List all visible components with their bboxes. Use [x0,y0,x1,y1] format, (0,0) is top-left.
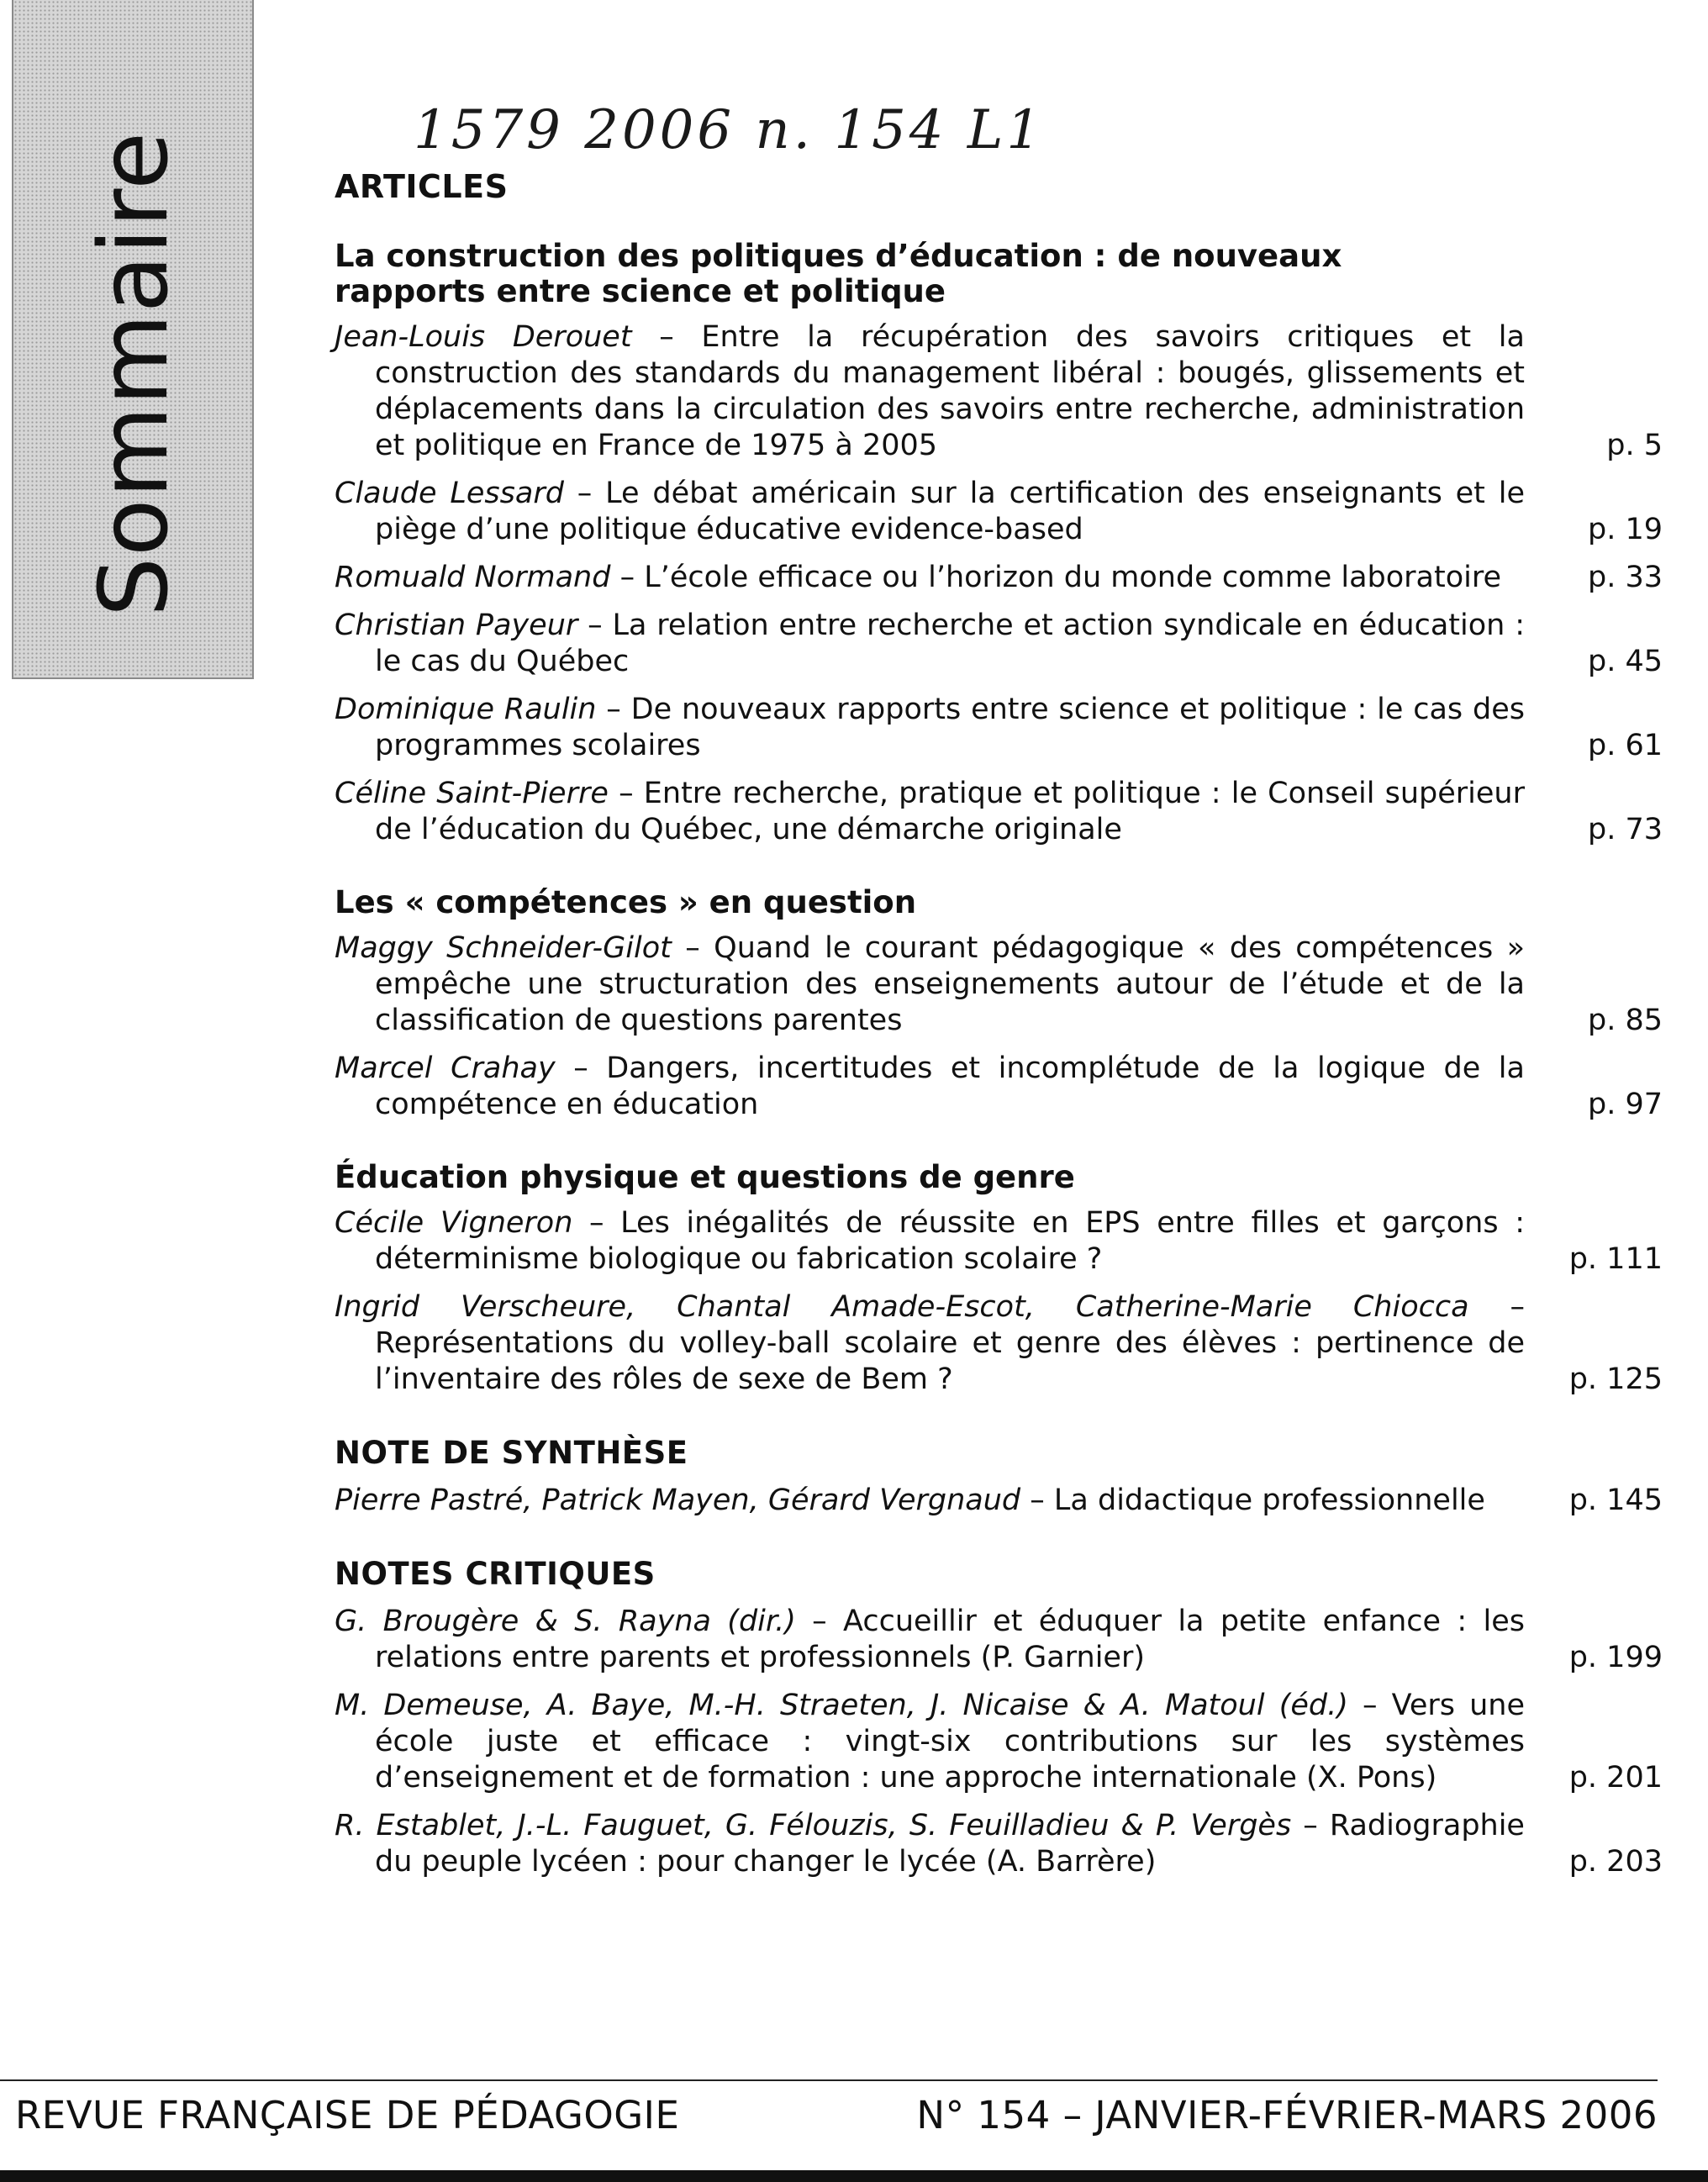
toc-entry-text [335,930,1525,1039]
toc-entry [335,560,1663,596]
toc-entry-page: p. 19 [1587,513,1663,546]
toc-entry-title: De nouveaux rapports entre science et politique : le cas des programmes scolaires [375,693,1525,762]
toc-entry-authors: Christian Payeur [335,609,578,642]
toc-entry-page: p. 73 [1587,813,1663,846]
toc-entry-authors: R. Establet, J.-L. Fauguet, G. Félouzis, S. Feuilladieu & P. Vergès [335,1809,1292,1842]
toc-entry-authors: Maggy Schneider-Gilot [335,931,672,965]
toc-entry-authors: Céline Saint-Pierre [335,777,609,810]
toc-entry-separator: – [555,1051,607,1085]
toc-entry [335,1205,1663,1278]
footer-issue: N° 154 – JANVIER-FÉVRIER-MARS 2006 [916,2093,1658,2137]
toc-entry-page: p. 5 [1606,429,1663,462]
table-of-contents [335,168,1663,1917]
toc-entry-separator: – [610,561,645,594]
toc-entry [335,319,1663,464]
toc-entry-separator: – [563,477,606,510]
toc-entry-text [335,608,1525,680]
toc-entry [335,1688,1663,1796]
toc-entry-title: Entre recherche, pratique et politique : le Conseil supérieur de l’éducation du Québec, une démarche originale [375,777,1525,846]
toc-entry-separator: – [631,320,702,354]
toc-entry-separator: – [1291,1809,1330,1842]
toc-entry-title: Les inégalités de réussite en EPS entre filles et garçons : déterminisme biologique ou fabrication scolaire ? [375,1206,1525,1276]
toc-entry-authors: M. Demeuse, A. Baye, M.-H. Straeten, J. Nicaise & A. Matoul (éd.) [335,1689,1348,1722]
toc-entry [335,930,1663,1039]
toc-entry-text [335,1808,1525,1880]
toc-entry-page: p. 45 [1587,645,1663,678]
toc-entry-authors: Jean-Louis Derouet [335,320,632,354]
footer-journal-name: REVUE FRANÇAISE DE PÉDAGOGIE [15,2093,680,2137]
toc-entry-text [335,1688,1525,1796]
toc-entry [335,608,1663,680]
toc-entry-title: La didactique professionnelle [1053,1484,1485,1517]
toc-entry [335,476,1663,548]
toc-entry-page: p. 203 [1568,1845,1663,1879]
article-section [335,885,1663,1123]
articles-sections [335,239,1663,1398]
article-section [335,239,1663,848]
toc-entry [335,1483,1663,1519]
notes-critiques-entries [335,1604,1663,1880]
toc-entry-title: La relation entre recherche et action syndicale en éducation : le cas du Québec [375,609,1525,678]
note-synthese-heading: NOTE DE SYNTHÈSE [335,1435,688,1471]
toc-entry-page: p. 85 [1587,1004,1663,1037]
toc-entry-text [335,692,1525,764]
footer-divider [0,2079,1658,2081]
toc-entry-page: p. 111 [1568,1242,1663,1276]
toc-entry [335,1289,1663,1398]
toc-entry-text [335,1604,1525,1676]
toc-entry-separator: – [671,931,714,965]
toc-entry-title: Vers une école juste et efficace : vingt-six contributions sur les systèmes d’enseignement et de formation : une approche internationale (X. Pons) [375,1689,1525,1795]
toc-entry-separator: – [1347,1689,1392,1722]
toc-entry [335,692,1663,764]
article-section [335,1160,1663,1398]
toc-entry [335,1051,1663,1123]
toc-entry-separator: – [577,609,613,642]
toc-entry-title: Dangers, incertitudes et incomplétude de la logique de la compétence en éducation [375,1051,1525,1121]
toc-entry-authors: Claude Lessard [335,477,564,510]
toc-entry-title: Représentations du volley-ball scolaire et genre des élèves : pertinence de l’inventaire des rôles de sexe de Bem ? [375,1326,1525,1396]
toc-entry-authors: Pierre Pastré, Patrick Mayen, Gérard Vergnaud [335,1484,1021,1517]
notes-critiques-block [335,1556,1663,1880]
toc-entry-page: p. 61 [1587,729,1663,762]
toc-entry-text [335,319,1525,464]
toc-entry-separator: – [572,1206,621,1240]
toc-entry-separator: – [1468,1290,1525,1324]
toc-entry-authors: Romuald Normand [335,561,611,594]
toc-entry-authors: Dominique Raulin [335,693,597,726]
toc-entry-title: Radiographie du peuple lycéen : pour changer le lycée (A. Barrère) [375,1809,1525,1879]
toc-entry-page: p. 201 [1568,1761,1663,1795]
toc-entry-text [335,1289,1525,1398]
note-synthese-entries [335,1483,1663,1519]
section-title: Éducation physique et questions de genre [335,1159,1075,1195]
toc-entry-authors: Cécile Vigneron [335,1206,573,1240]
toc-entry [335,1808,1663,1880]
toc-entry-separator: – [608,777,644,810]
toc-entry-title: Entre la récupération des savoirs critiques et la construction des standards du management libéral : bougés, glissements et déplacements dans la circulation des savoirs entre recherche, administration et politique en France de 1975 à 2005 [375,320,1525,462]
section-title: La construction des politiques d’éducation : de nouveaux rapports entre science et politique [335,238,1342,309]
toc-entry-title: L’école efficace ou l’horizon du monde comme laboratoire [644,561,1502,594]
notes-critiques-heading: NOTES CRITIQUES [335,1556,656,1592]
toc-entry [335,1604,1663,1676]
bottom-bar [0,2170,1708,2182]
toc-entry-separator: – [596,693,631,726]
toc-entry-text [335,1051,1525,1123]
sidebar-panel [12,0,254,679]
toc-entry-title: Le débat américain sur la certification des enseignants et le piège d’une politique éducative evidence-based [375,477,1525,546]
toc-entry-page: p. 125 [1568,1362,1663,1396]
toc-entry-page: p. 97 [1587,1088,1663,1121]
toc-entry-page: p. 145 [1568,1484,1663,1517]
note-synthese-block [335,1435,1663,1519]
toc-entry-title: Quand le courant pédagogique « des compétences » empêche une structuration des enseignements autour de l’étude et de la classification de questions parentes [375,931,1526,1037]
toc-entry-text [335,776,1525,848]
toc-entry-text [335,560,1525,596]
toc-entry-title: Accueillir et éduquer la petite enfance : les relations entre parents et professionnels (P. Garnier) [375,1605,1525,1674]
toc-entry-page: p. 199 [1568,1641,1663,1674]
toc-entry-text [335,476,1525,548]
sidebar-title: Sommaire [80,130,189,618]
toc-entry-authors: G. Brougère & S. Rayna (dir.) [335,1605,796,1638]
toc-entry-text [335,1483,1525,1519]
section-title: Les « compétences » en question [335,884,917,920]
toc-entry [335,776,1663,848]
toc-entry-text [335,1205,1525,1278]
toc-entry-separator: – [795,1605,844,1638]
toc-entry-page: p. 33 [1587,561,1663,594]
toc-entry-separator: – [1020,1484,1054,1517]
toc-entry-authors: Marcel Crahay [335,1051,556,1085]
articles-heading: ARTICLES [335,168,509,205]
toc-entry-authors: Ingrid Verscheure, Chantal Amade-Escot, Catherine-Marie Chiocca [335,1290,1469,1324]
handwritten-note: 1579 2006 n. 154 L1 [414,99,1045,161]
